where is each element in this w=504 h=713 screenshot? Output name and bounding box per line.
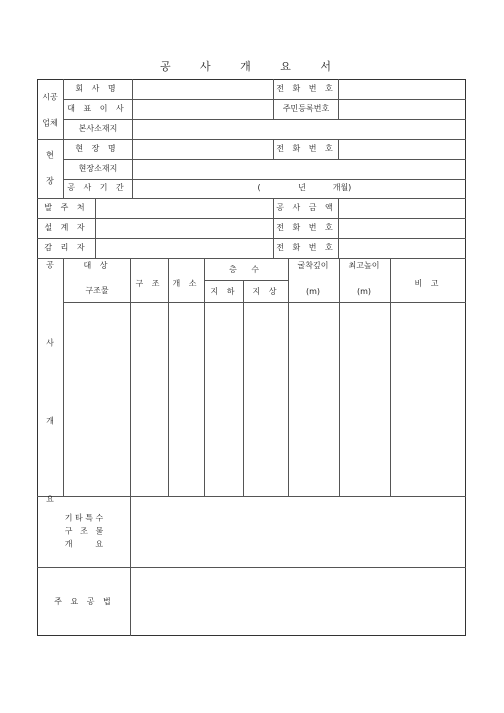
row-line [63, 302, 466, 303]
col-line [63, 258, 64, 496]
supervisor-phone-label: 전 화 번 호 [276, 243, 336, 252]
document-title: 공 사 개 요 서 [159, 60, 345, 73]
overview-group-label: 공 사 개 요 [46, 260, 54, 504]
col-line [390, 258, 391, 496]
period-open-paren: ( [257, 183, 261, 192]
site-address-label: 현장소재지 [78, 164, 118, 173]
col-line [168, 258, 169, 496]
col-remarks: 비 고 [414, 279, 442, 288]
designer-label: 설 계 자 [44, 223, 88, 232]
col-floors: 층 수 [229, 265, 265, 274]
row-line [204, 280, 288, 281]
col-line [132, 79, 133, 198]
period-months: 개월) [332, 183, 352, 192]
col-line [273, 198, 274, 258]
row-line [37, 567, 466, 568]
row-line [37, 496, 466, 497]
contract-amount-label: 공 사 금 액 [276, 203, 336, 212]
resident-id-label: 주민등록번호 [282, 104, 330, 113]
row-line [63, 119, 466, 120]
col-line [243, 280, 244, 496]
row-line [63, 99, 466, 100]
col-line [95, 198, 96, 258]
row-line [37, 258, 466, 259]
contractor-group-label: 시공 업체 [42, 92, 58, 128]
col-excavation: 굴착깊이 [297, 261, 329, 270]
supervisor-label: 감 리 자 [44, 243, 88, 252]
col-line [288, 258, 289, 496]
ceo-label: 대 표 이 사 [67, 104, 127, 113]
col-line [339, 258, 340, 496]
form-frame [37, 79, 466, 636]
col-line [130, 496, 131, 636]
col-target-top: 대 상 [83, 261, 111, 270]
period-label: 공 사 기 간 [67, 183, 127, 192]
site-group-label: 현 장 [46, 150, 54, 186]
col-line [204, 258, 205, 496]
row-line [63, 159, 466, 160]
col-count: 개 소 [172, 279, 200, 288]
col-basement: 지 하 [210, 287, 238, 296]
hq-address-label: 본사소재지 [78, 124, 118, 133]
row-line [37, 139, 466, 140]
row-line [37, 218, 466, 219]
col-above: 지 상 [252, 287, 280, 296]
phone-label: 전 화 번 호 [276, 84, 336, 93]
col-target-bottom: 구조물 [85, 286, 109, 295]
site-name-label: 현 장 명 [75, 144, 119, 153]
col-line [338, 198, 339, 258]
main-methods-label: 주 요 공 법 [54, 597, 114, 606]
row-line [63, 179, 466, 180]
col-line [130, 258, 131, 496]
row-line [37, 238, 466, 239]
col-line [338, 139, 339, 159]
site-phone-label: 전 화 번 호 [276, 144, 336, 153]
col-max-height: 최고높이 [348, 261, 380, 270]
row-line [37, 198, 466, 199]
col-excavation-unit: (m) [305, 287, 321, 296]
col-max-height-unit: (m) [356, 287, 372, 296]
company-name-label: 회 사 명 [75, 84, 119, 93]
other-structures-label: 기 타 특 수 구 조 물 개 요 [64, 513, 104, 549]
orderer-label: 발 주 처 [44, 203, 88, 212]
col-line [338, 79, 339, 119]
period-year: 년 [298, 183, 306, 192]
col-line [63, 79, 64, 198]
col-structure: 구 조 [135, 279, 163, 288]
designer-phone-label: 전 화 번 호 [276, 223, 336, 232]
col-line [273, 139, 274, 159]
col-line [273, 79, 274, 119]
